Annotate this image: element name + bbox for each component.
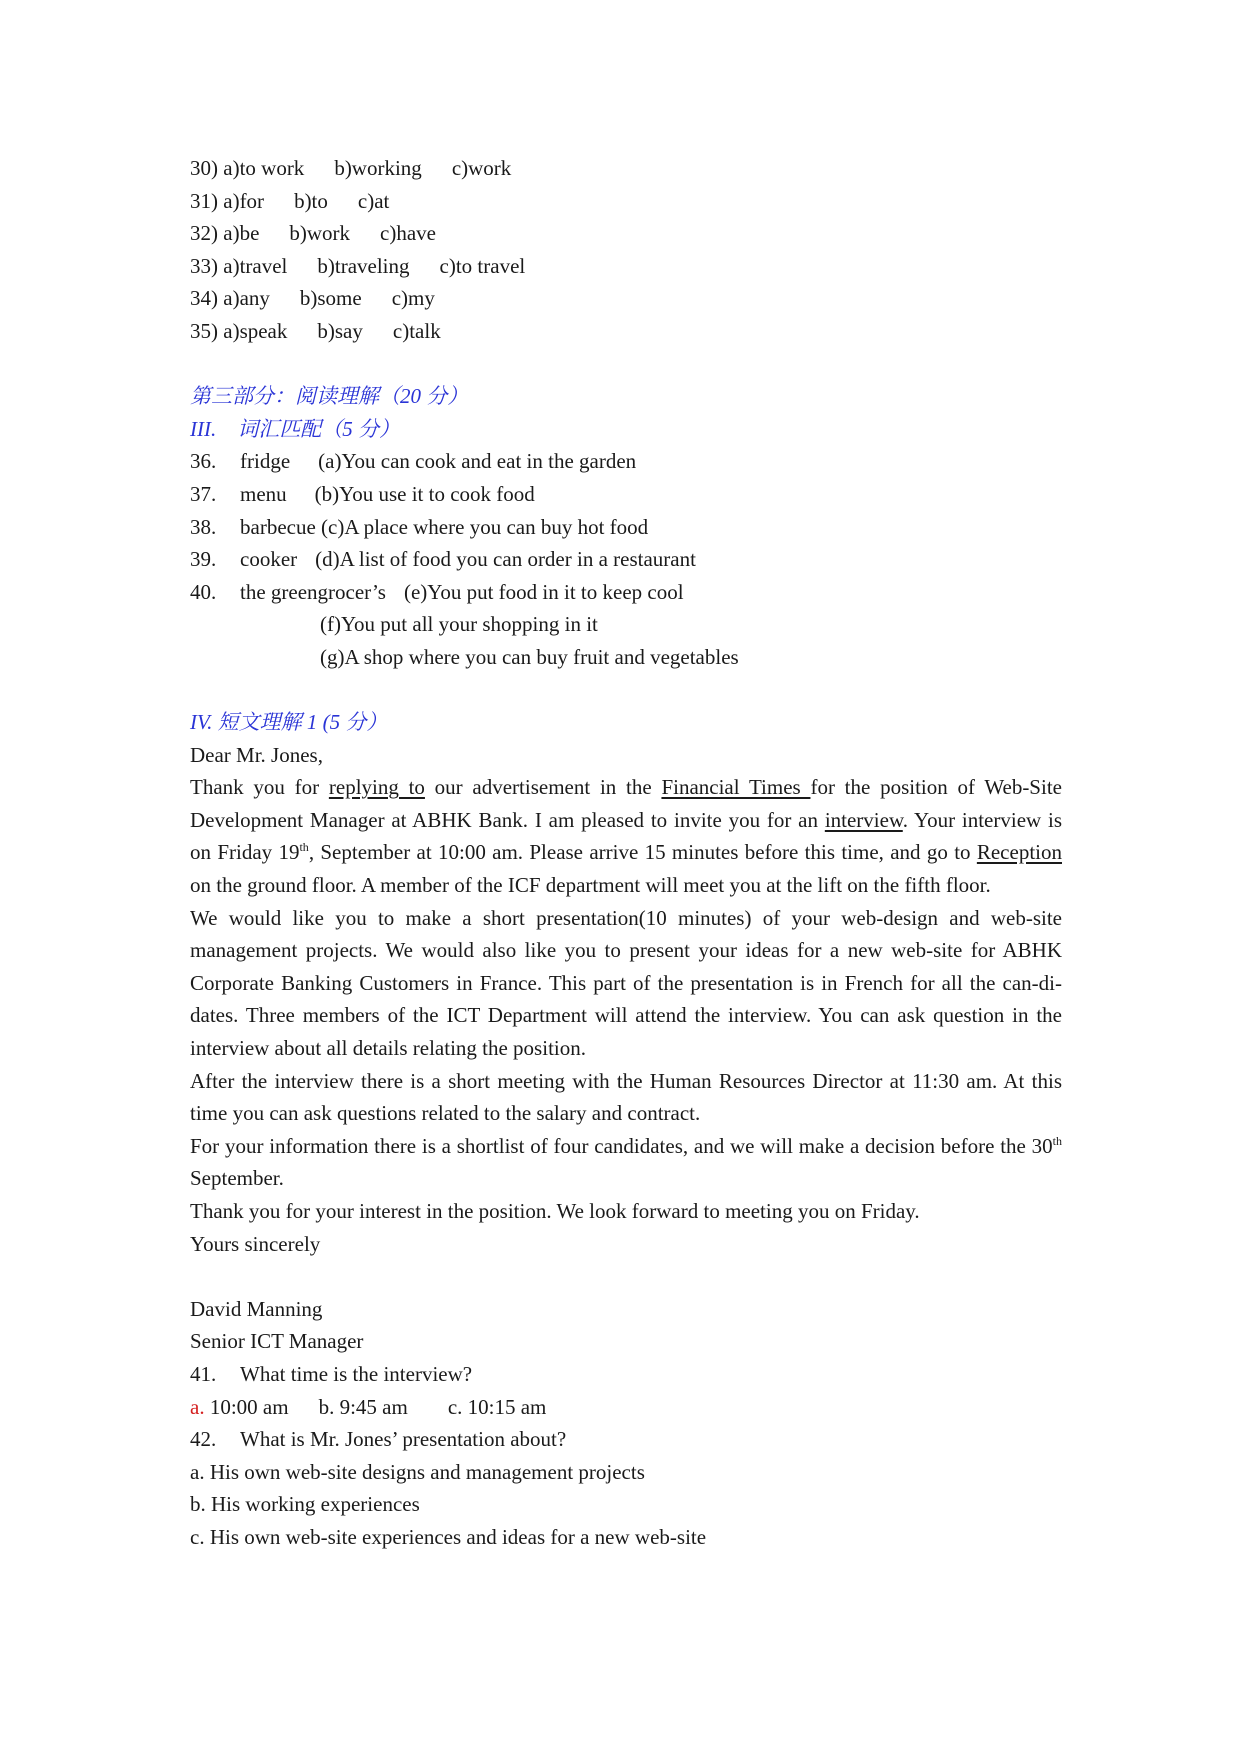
question-text: What time is the interview? [240, 1361, 473, 1386]
section4-heading: IV. 短文理解 1 (5 分） [190, 710, 388, 735]
matching-number: 36. [190, 449, 217, 474]
option-number: 33) [190, 253, 218, 278]
option-a: a)speak [223, 318, 288, 343]
option-row [190, 185, 1062, 218]
part3-heading: 第三部分：阅读理解（20 分） [190, 384, 469, 409]
letter-paragraph-3: After the interview there is a short meeting with the Human Resources Director at 11:30 am. At this time you can ask questions related to the salary and contract. [190, 1068, 1062, 1126]
question-42 [190, 1423, 1062, 1553]
matching-number: 37. [190, 481, 217, 506]
choice-b: b. His working experiences [190, 1492, 420, 1517]
letter-signer-title: Senior ICT Manager [190, 1329, 364, 1354]
option-a: a)for [223, 188, 265, 213]
option-c: c)my [391, 286, 435, 311]
underlined-phrase: Reception [976, 840, 1062, 865]
letter-paragraph-5: Thank you for your interest in the position. We look forward to meeting you on Friday. [190, 1199, 920, 1223]
matching-definition: (a)You can cook and eat in the garden [318, 449, 637, 474]
letter-paragraph-4: For your information there is a shortlist of four candidates, and we will make a decision before the 30th September. [190, 1133, 1062, 1191]
matching-definition: (b)You use it to cook food [314, 481, 535, 506]
letter-closing: Yours sincerely [190, 1231, 321, 1256]
option-c: c)talk [392, 318, 441, 343]
extra-definition: (g)A shop where you can buy fruit and vegetables [320, 644, 739, 669]
matching-row [190, 511, 1062, 544]
option-b: b)some [299, 286, 362, 311]
question-text: What is Mr. Jones’ presentation about? [240, 1427, 567, 1452]
underlined-phrase: replying to [328, 775, 425, 800]
matching-definition: (d)A list of food you can order in a restaurant [315, 547, 696, 572]
option-a: a)travel [223, 253, 288, 278]
option-number: 31) [190, 188, 218, 213]
choice-c: c. 10:15 am [447, 1394, 547, 1419]
option-number: 35) [190, 318, 218, 343]
extra-definition: (f)You put all your shopping in it [320, 612, 598, 637]
option-row [190, 152, 1062, 185]
matching-row [190, 445, 1062, 478]
option-a: a)to work [223, 156, 305, 180]
option-row [190, 217, 1062, 250]
option-c: c)to travel [439, 253, 526, 278]
section3-heading: III. 词汇匹配（5 分） [190, 416, 400, 441]
option-a: a)any [223, 286, 270, 311]
option-c: c)work [451, 156, 512, 180]
choice-b: b. 9:45 am [318, 1394, 408, 1419]
choice-a: a. His own web-site designs and management projects [190, 1459, 645, 1484]
letter-signer: David Manning [190, 1296, 323, 1321]
option-a: a)be [223, 221, 260, 246]
matching-definition: (c)A place where you can buy hot food [321, 514, 649, 539]
option-b: b)work [289, 221, 351, 246]
choice-c: c. His own web-site experiences and ideas for a new web-site [190, 1524, 707, 1549]
underlined-phrase: Financial Times [661, 775, 811, 800]
matching-word: cooker [240, 547, 298, 572]
option-b: b)to [294, 188, 328, 213]
choice-a: 10:00 am [204, 1394, 289, 1419]
matching-definition: (e)You put food in it to keep cool [403, 579, 684, 604]
option-c: c)have [380, 221, 437, 246]
option-number: 30) [190, 156, 218, 180]
option-list [190, 152, 1062, 348]
matching-number: 38. [190, 514, 217, 539]
document-page [190, 152, 1062, 1554]
matching-row [190, 478, 1062, 511]
letter-paragraph-2: We would like you to make a short presentation(10 minutes) of your web-design and web-site management projects. We would also like you to present your ideas for a new web-site for ABHK Corporate Banking Customers in France. This part of the presentation is in French for all the can-di-dates. Three members of the ICT Department will attend the interview. You can ask question in the interview about all details relating the position. [190, 905, 1062, 1061]
letter-greeting: Dear Mr. Jones, [190, 742, 323, 767]
underlined-phrase: interview [824, 807, 903, 832]
option-row [190, 250, 1062, 283]
letter [190, 739, 1062, 1358]
option-b: b)working [334, 156, 422, 180]
option-b: b)traveling [317, 253, 410, 278]
option-row [190, 282, 1062, 315]
matching-word: the greengrocer’s [240, 579, 386, 604]
matching-number: 39. [190, 547, 217, 572]
matching-row [190, 543, 1062, 576]
letter-paragraph-1: Thank you for replying to our advertisement in the Financial Times for the position of Web-Site Development Manager at ABHK Bank. I am pleased to invite you for an interview. Your interview is on Friday 19th, September at 10:00 am. Please arrive 15 minutes before this time, and go to Reception on the ground floor. A member of the ICF department will meet you at the lift on the fifth floor. [190, 775, 1062, 898]
matching-word: menu [240, 481, 287, 506]
option-number: 34) [190, 286, 218, 311]
question-41 [190, 1358, 1062, 1423]
option-number: 32) [190, 221, 218, 246]
matching-word: barbecue [240, 514, 316, 539]
question-number: 42. [190, 1427, 217, 1452]
matching-list [190, 445, 1062, 673]
matching-number: 40. [190, 579, 217, 604]
question-number: 41. [190, 1361, 217, 1386]
matching-word: fridge [240, 449, 291, 474]
matching-row [190, 576, 1062, 609]
option-c: c)at [357, 188, 390, 213]
answer-mark: a. [190, 1394, 205, 1419]
option-b: b)say [317, 318, 363, 343]
option-row [190, 315, 1062, 348]
